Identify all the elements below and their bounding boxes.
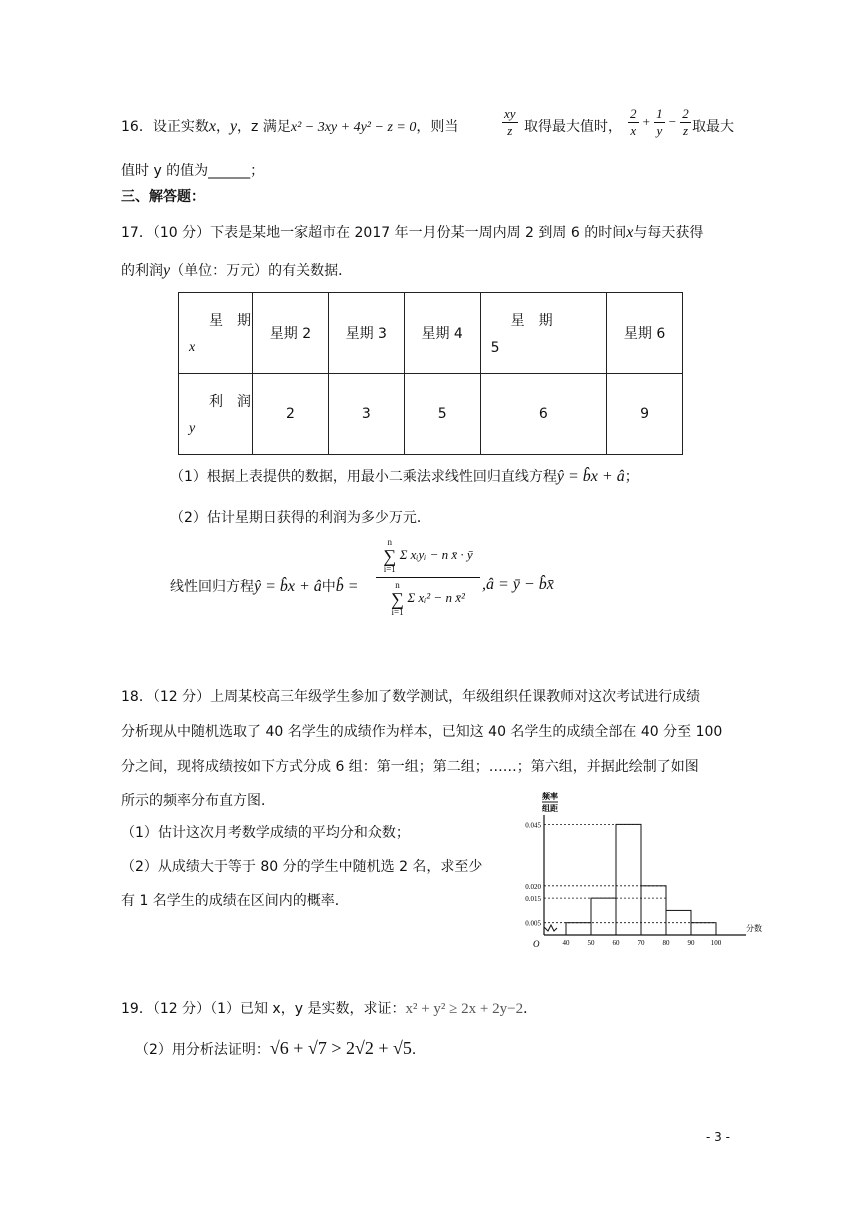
q19-sub2-tail: ．: [411, 1042, 426, 1058]
table-cell: 5: [404, 374, 480, 455]
table-cell: 星期 2: [253, 293, 329, 374]
q17-var-x: x: [626, 224, 634, 241]
q19-tail: ．: [523, 1001, 538, 1017]
q17-formula-label: [170, 576, 359, 596]
y-tick-label: 0.045: [525, 821, 541, 830]
q16-f1-num: 2: [630, 106, 637, 121]
y-tick-label: 0.015: [525, 895, 541, 904]
table-cell: 星期 3: [328, 293, 404, 374]
q16-text-d: 取得最大值时，: [524, 119, 622, 135]
formula-fraction: n ∑ i=1 Σ xᵢyᵢ − n x̄ · ȳ n ∑ i=1 Σ xᵢ² − n x̄²: [376, 538, 480, 617]
x-tick-label: 50: [587, 939, 595, 947]
q16-f1-den: x: [630, 123, 637, 138]
q19-line1: [121, 998, 537, 1018]
y-axis-label-bottom: 组距: [542, 804, 558, 813]
table-row: [179, 374, 683, 455]
q16-text-b: ，z 满足: [237, 119, 291, 135]
q17-sub1-tail: ；: [624, 469, 639, 485]
table-header-cell: [179, 293, 253, 374]
q16-line2: 值时 y 的值为______；: [121, 163, 265, 179]
x-tick-label: 70: [637, 939, 645, 947]
q16-condition: x² − 3xy + 4y² − z = 0: [290, 120, 417, 135]
q17-text-b: 与每天获得: [633, 225, 704, 241]
y-axis-label-top: 频率: [542, 792, 558, 801]
x-tick-label: 100: [710, 939, 722, 947]
y-tick-label: 0.020: [525, 882, 541, 891]
q18-sub3: 有 1 名学生的成绩在区间内的概率．: [121, 893, 349, 909]
q17-text-c: 的利润: [121, 263, 163, 279]
sum-bottom: i=1: [391, 607, 404, 617]
y-tick-label: 0.005: [525, 919, 541, 928]
q19-inequality-1: x² + y² ≥ 2x + 2y−2: [405, 1001, 524, 1017]
q16-f2-den: y: [656, 123, 663, 138]
q16-text-e: 取最大: [692, 119, 734, 135]
x-tick-label: 40: [562, 939, 570, 947]
q17-sub1-text: （1）根据上表提供的数据，用最小二乘法求线性回归直线方程: [170, 469, 557, 485]
q18-sub1: （1）估计这次月考数学成绩的平均分和众数；: [121, 825, 410, 841]
q19-sub2-text: （2）用分析法证明：: [135, 1042, 270, 1058]
q18-line2: 分析现从中随机选取了 40 名学生的成绩作为样本，已知这 40 名学生的成绩全部在 40 分至 100: [121, 724, 723, 740]
q17-sub2: （2）估计星期日获得的利润为多少万元．: [170, 510, 431, 526]
q16-comma: ，: [215, 119, 230, 135]
q17-var-y: y: [163, 262, 171, 279]
table-cell: 星期 6: [607, 293, 683, 374]
q16-f3-num: 2: [682, 106, 689, 121]
table-cell: 6: [480, 374, 607, 455]
sum-top: n: [387, 537, 393, 547]
q16-var-y: y: [229, 118, 238, 135]
frequency-histogram: [510, 785, 760, 955]
table-header-text: 利 润: [209, 394, 251, 410]
table-cell: 2: [253, 374, 329, 455]
q16-expression: $\frac{2}{x}$ + $\frac{1}{y}$ − $\frac{2}{z}$: [630, 106, 689, 138]
q16-f3-den: z: [682, 123, 689, 138]
origin-label: O: [533, 939, 540, 949]
q19-inequality-2: √6 + √7 > 2√2 + √5: [269, 1038, 412, 1058]
formula-equation: ŷ = b̂x + â: [254, 578, 322, 595]
histogram-bar: [616, 824, 641, 935]
table-header-var: x: [189, 340, 196, 355]
profit-table: [178, 292, 683, 455]
histogram-bar: [691, 923, 716, 935]
q17-text-d: （单位：万元）的有关数据．: [170, 263, 353, 279]
x-axis-label: 分数: [746, 924, 762, 933]
table-cell-text: 5: [490, 340, 500, 356]
x-tick-label: 80: [662, 939, 670, 947]
sum-top: n: [395, 580, 400, 590]
q16-ratio-num: xy: [504, 106, 516, 121]
q16-line1: [121, 116, 458, 136]
sum-bottom: i=1: [383, 564, 396, 574]
table-cell: 3: [328, 374, 404, 455]
table-cell: 星期 4: [404, 293, 480, 374]
table-cell: [480, 293, 607, 374]
histogram-bar: [566, 923, 591, 935]
q17-text-a: 17．（10 分）下表是某地一家超市在 2017 年一月份某一周内周 2 到周 6 的时间: [121, 225, 627, 241]
q17-sub1-equation: ŷ = b̂x + â: [556, 468, 625, 485]
q18-sub2: （2）从成绩大于等于 80 分的学生中随机选 2 名，求至少: [121, 859, 483, 875]
q16-ratio-fraction: [502, 106, 518, 139]
formula-mid-text: 中: [321, 579, 336, 595]
table-row: [179, 293, 683, 374]
x-tick-label: 90: [687, 939, 695, 947]
q16-text-a: 16．设正实数: [121, 119, 209, 135]
formula-a-hat: ,â = ȳ − b̂x̄: [482, 576, 554, 593]
page-number: - 3 -: [706, 1130, 730, 1144]
section-heading: 三、解答题：: [121, 189, 205, 205]
table-header-var: y: [189, 421, 196, 436]
q16-ratio-den: z: [507, 123, 513, 138]
q19-text: 19．（12 分）（1）已知 x，y 是实数，求证：: [121, 1001, 406, 1017]
table-cell-text: 星 期: [510, 313, 553, 329]
formula-label-text: 线性回归方程: [170, 579, 254, 595]
formula-denominator: Σ xᵢ² − n x̄²: [407, 590, 465, 606]
x-tick-label: 60: [612, 939, 620, 947]
q17-sub1: [170, 466, 639, 486]
q18-line4: 所示的频率分布直方图．: [121, 793, 275, 809]
q18-line3: 分之间，现将成绩按如下方式分成 6 组：第一组；第二组；……；第六组，并据此绘制了如图: [121, 759, 699, 775]
q16-var-x: x: [208, 118, 216, 135]
q17-line2: [121, 260, 352, 280]
formula-numerator: Σ xᵢyᵢ − n x̄ · ȳ: [399, 547, 473, 563]
q16-f2-num: 1: [656, 106, 663, 121]
q16-text-c: ，则当: [416, 119, 459, 135]
table-header-text: 星 期: [209, 313, 251, 329]
q17-line1: [121, 222, 703, 242]
axis-break: [544, 925, 557, 931]
table-cell: 9: [607, 374, 683, 455]
table-header-cell: [179, 374, 253, 455]
histogram-bar: [591, 898, 616, 935]
q19-line2: [135, 1038, 426, 1059]
q18-line1: 18．（12 分）上周某校高三年级学生参加了数学测试，年级组织任课教师对这次考试进行成绩: [121, 689, 701, 705]
histogram-bar: [641, 886, 666, 935]
formula-b-hat: b̂ =: [335, 578, 359, 595]
